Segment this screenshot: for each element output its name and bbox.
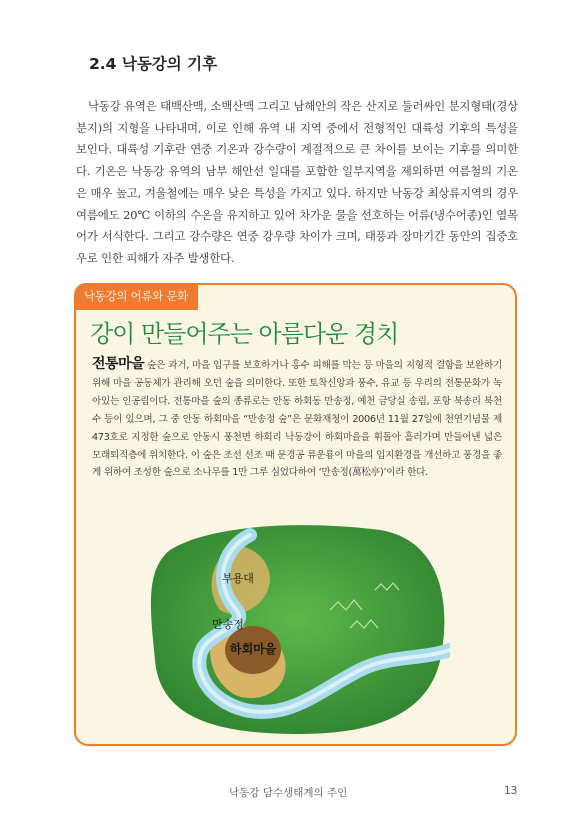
- info-box-tab: 낙동강의 어류와 문화: [74, 283, 198, 310]
- hahoe-village-map: [150, 520, 450, 736]
- info-box-heading: 강이 만들어주는 아름다운 경치: [90, 320, 399, 348]
- info-box-lead: 전통마을: [92, 356, 145, 372]
- footer-title: 낙동강 담수생태계의 주인: [229, 787, 348, 799]
- map-label-hahoe: 하회마을: [230, 642, 277, 656]
- page-number: 13: [504, 785, 518, 797]
- map-label-buyongdae: 부용대: [222, 572, 254, 585]
- info-box-text: [92, 356, 502, 482]
- section-title: 2.4 낙동강의 기후: [89, 55, 218, 73]
- info-box-body: 숲은 과거, 마을 입구를 보호하거나 홍수 피해를 막는 등 마을의 지형적 결함을 보완하기 위해 마을 공동체가 관리해 오던 숲을 의미한다. 또한 토착신앙과 풍수, 유교 등 우리의 전통문화가 녹아있는 인공림이다. 전통마을 숲의 종류로는 안동 하회동 만송정, 예천 금당실 송림, 포항 북송리 북천수 등이 있으며, 그 중 안동 하회마을 “만송정 숲”은 문화재청이 2006년 11월 27일에 천연기념물 제 473호로 지정한 숲으로 안동시 풍천면 하회리 낙동강이 하회마을을 휘돌아 흘러가며 만들어낸 넓은 모래퇴적층에 위치한다. 이 숲은 조선 선조 때 문경공 류운룡이 마을의 입지환경을 개선하고 풍경을 좋게 위하여 조성한 숲으로 소나무를 1만 그루 심었다하여 ‘만송정(萬松亭)’이라 한다.: [92, 360, 502, 479]
- map-label-mansongjeong: 만송정: [212, 618, 244, 631]
- climate-paragraph: 낙동강 유역은 태백산맥, 소백산맥 그리고 남해안의 작은 산지로 둘러싸인 분지형태(경상분지)의 지형을 나타내며, 이로 인해 유역 내 지역 중에서 전형적인 대륙성 기후의 특성을 보인다. 대륙성 기후란 연중 기온과 강수량이 계절적으로 큰 차이를 보이는 기후를 의미한다. 기온은 낙동강 유역의 남부 해안선 일대를 포함한 일부지역을 제외하면 여름철의 기온은 매우 높고, 겨울철에는 매우 낮은 특성을 가지고 있다. 하지만 낙동강 최상류지역의 경우 여름에도 20℃ 이하의 수온을 유지하고 있어 차가운 물을 선호하는 어류(냉수어종)인 열목어가 서식한다. 그리고 강수량은 연중 강우량 차이가 크며, 태풍과 장마기간 동안의 집중호우로 인한 피해가 자주 발생한다.: [76, 99, 518, 265]
